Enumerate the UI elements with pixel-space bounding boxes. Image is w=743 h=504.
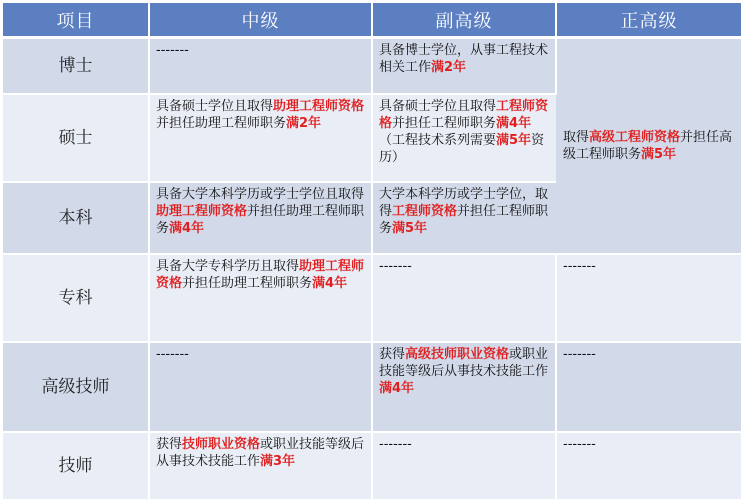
cell-text: 具备大学本科学历或学士学位且取得 bbox=[156, 186, 365, 202]
highlight-text: 满2年 bbox=[431, 60, 467, 75]
highlight-text: 高级技师职业资格 bbox=[405, 346, 510, 362]
table-row-technician bbox=[3, 432, 741, 500]
table-row-junior-college bbox=[3, 254, 741, 342]
highlight-text: 助理工程师资格 bbox=[156, 203, 248, 219]
cell-text: 获得 bbox=[156, 436, 183, 452]
cell-intermediate bbox=[149, 432, 372, 500]
cell-text: ------- bbox=[563, 258, 596, 274]
header-row bbox=[3, 3, 741, 38]
header-senior: 正高级 bbox=[556, 3, 741, 38]
cell-senior-merged bbox=[556, 38, 741, 254]
highlight-text: 技师职业资格 bbox=[182, 436, 261, 452]
cell-text: 并担任高级工程师职务 bbox=[563, 130, 733, 163]
cell-senior bbox=[556, 342, 741, 432]
cell-senior bbox=[556, 254, 741, 342]
highlight-text: 满3年 bbox=[260, 453, 296, 469]
cell-associate-senior bbox=[372, 38, 556, 94]
cell-text: 取得 bbox=[563, 130, 590, 146]
highlight-text: 助理工程师资格 bbox=[273, 98, 365, 114]
row-label: 硕士 bbox=[3, 94, 149, 182]
highlight-text: 满5年 bbox=[496, 132, 532, 148]
cell-text: 或职业技能等级后从事技术技能工作 bbox=[379, 346, 549, 379]
cell-text: ------- bbox=[379, 258, 412, 274]
cell-text: 并担任助理工程师职务 bbox=[156, 203, 365, 236]
row-label: 高级技师 bbox=[3, 342, 149, 432]
qualification-table bbox=[3, 3, 741, 501]
highlight-text: 满2年 bbox=[286, 115, 322, 131]
cell-text: 或职业技能等级后从事技术技能工作 bbox=[156, 436, 365, 469]
cell-text: （工程技术系列需要 bbox=[379, 132, 497, 148]
highlight-text: 工程师资格 bbox=[392, 203, 458, 219]
cell-text: 具备硕士学位且取得 bbox=[379, 98, 497, 114]
cell-intermediate bbox=[149, 94, 372, 182]
cell-text: ------- bbox=[563, 436, 596, 452]
cell-text: ------- bbox=[156, 43, 189, 58]
cell-associate-senior bbox=[372, 94, 556, 182]
table-row-senior-technician bbox=[3, 342, 741, 432]
highlight-text: 高级工程师资格 bbox=[589, 130, 681, 146]
row-label: 技师 bbox=[3, 432, 149, 500]
header-item: 项目 bbox=[3, 3, 149, 38]
cell-text: 获得 bbox=[379, 346, 406, 362]
highlight-text: 满4年 bbox=[379, 380, 415, 396]
cell-text: 并担任工程师职务 bbox=[392, 115, 497, 131]
cell-text: ------- bbox=[379, 436, 412, 452]
cell-text: 具备硕士学位且取得 bbox=[156, 98, 274, 114]
cell-text: ------- bbox=[563, 346, 596, 362]
cell-text: ------- bbox=[156, 346, 189, 362]
cell-intermediate bbox=[149, 38, 372, 94]
highlight-text: 满4年 bbox=[312, 275, 348, 291]
highlight-text: 助理工程师资格 bbox=[156, 258, 365, 291]
header-associate-senior: 副高级 bbox=[372, 3, 556, 38]
cell-text: 具备大学专科学历且取得 bbox=[156, 258, 300, 274]
highlight-text: 满4年 bbox=[169, 220, 205, 236]
row-label: 博士 bbox=[3, 38, 149, 94]
cell-associate-senior bbox=[372, 342, 556, 432]
highlight-text: 工程师资格 bbox=[379, 98, 549, 131]
cell-associate-senior bbox=[372, 182, 556, 254]
table-row-doctor bbox=[3, 38, 741, 94]
cell-text: 并担任工程师职务 bbox=[379, 203, 549, 236]
highlight-text: 满5年 bbox=[641, 147, 677, 163]
highlight-text: 满4年 bbox=[496, 115, 532, 131]
row-label: 专科 bbox=[3, 254, 149, 342]
cell-intermediate bbox=[149, 182, 372, 254]
highlight-text: 满5年 bbox=[392, 220, 428, 236]
cell-text: 并担任助理工程师职务 bbox=[156, 115, 287, 131]
cell-text: 并担任助理工程师职务 bbox=[182, 275, 313, 291]
cell-associate-senior bbox=[372, 254, 556, 342]
cell-associate-senior bbox=[372, 432, 556, 500]
header-intermediate: 中级 bbox=[149, 3, 372, 38]
cell-text: 资历） bbox=[379, 132, 545, 165]
cell-text: 大学本科学历或学士学位，取得 bbox=[379, 186, 549, 219]
row-label: 本科 bbox=[3, 182, 149, 254]
cell-text: 具备博士学位，从事工程技术相关工作 bbox=[379, 43, 549, 75]
cell-intermediate bbox=[149, 342, 372, 432]
cell-senior bbox=[556, 432, 741, 500]
cell-intermediate bbox=[149, 254, 372, 342]
